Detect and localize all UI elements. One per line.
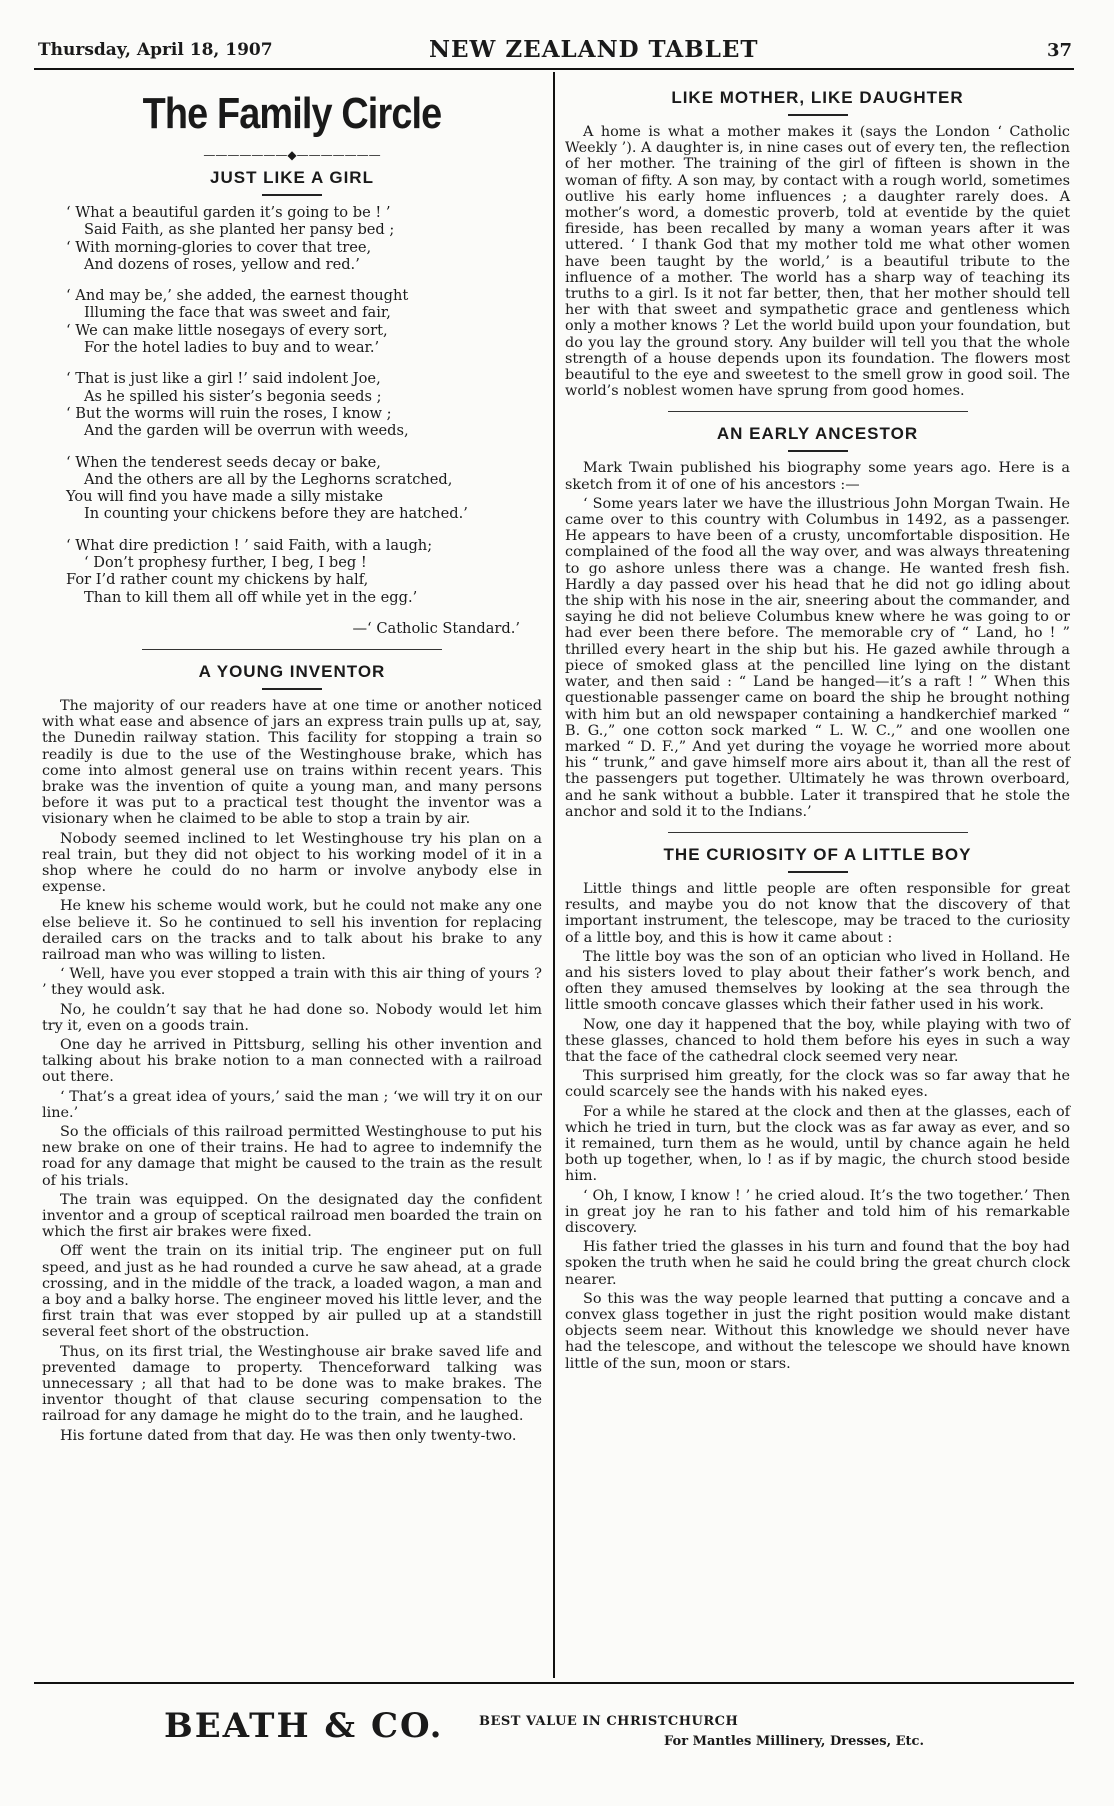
paragraph: So the officials of this railroad permitted Westinghouse to put his new brake on one of their trains. He had to agree to indemnify the road for any damage that might be caused to the train as the result of his trials. (42, 1124, 542, 1189)
poem-line: ‘ When the tenderest seeds decay or bake, (66, 453, 381, 471)
page-header (34, 34, 1074, 70)
poem-line: For the hotel ladies to buy and to wear.’ (84, 339, 380, 357)
ornament-divider: ———————◆——————— (203, 148, 381, 162)
paragraph: This surprised him greatly, for the clock was so far away that he could scarcely see the hands with his naked eyes. (565, 1068, 1070, 1101)
paragraph: Mark Twain published his biography some years ago. Here is a sketch from it of one of his ancestors :— (565, 460, 1070, 493)
poem-line: For I’d rather count my chickens by half, (66, 571, 369, 589)
title-rule (788, 114, 848, 116)
poem-line: You will find you have made a silly mistake (66, 488, 384, 506)
column-divider (553, 72, 555, 1678)
page-number: 37 (1046, 40, 1072, 61)
poem-stanza (66, 204, 542, 273)
section-divider (668, 411, 968, 412)
article-title: THE CURIOSITY OF A LITTLE BOY (663, 844, 972, 864)
poem-line: And the others are all by the Leghorns scratched, (84, 470, 453, 488)
poem-line: ‘ And may be,’ she added, the earnest thought (66, 287, 409, 305)
issue-date: Thursday, April 18, 1907 (38, 40, 273, 60)
poem-attribution: —‘ Catholic Standard.’ (352, 619, 520, 637)
paragraph: His father tried the glasses in his turn and found that the boy had spoken the truth when he said he could bring the great church clock nearer. (565, 1239, 1070, 1288)
paragraph: ‘ Some years later we have the illustrious John Morgan Twain. He came over to this country with Columbus in 1492, as a passenger. He appears to have been of a crusty, uncomfortable disposition. He complained of the food all the way over, and was always threatening to go ashore unless there was a change. He wanted fresh fish. Hardly a day passed over his head that he did not go idling about the ship with his nose in the air, sneering about the commander, and saying he did not believe Columbus knew where he was going to or had ever been there before. The memorable cry of “ Land, ho ! ” thrilled every heart in the ship but his. He gazed awhile through a piece of smoked glass at the pencilled line lying on the distant water, and then said : “ Land be hanged—it’s a raft ! ” When this questionable passenger came on board the ship he brought nothing with him but an old newspaper containing a handkerchief marked “ B. G.,” one cotton sock marked “ L. W. C.,” and one woollen one marked “ D. F.,” And yet during the voyage he worried more about his “ trunk,” and gave himself more airs about it, than all the rest of the passengers put together. Ultimately he was thrown overboard, and he sank without a bubble. Later it transpired that he stole the anchor and sold it to the Indians.’ (565, 495, 1070, 820)
section-masthead: The Family Circle (142, 89, 442, 138)
poem-line: Illuming the face that was sweet and fair, (84, 304, 391, 322)
paragraph: ‘ Oh, I know, I know ! ’ he cried aloud. It’s the two together.’ Then in great joy he ran to his father and told him of his remarkable discovery. (565, 1187, 1070, 1236)
paragraph: ‘ That’s a great idea of yours,’ said the man ; ‘we will try it on our line.’ (42, 1088, 542, 1121)
title-rule (788, 871, 848, 873)
title-rule (262, 688, 322, 690)
article-title: A YOUNG INVENTOR (198, 661, 386, 681)
publication-title: NEW ZEALAND TABLET (429, 36, 759, 63)
right-column (565, 82, 1070, 1372)
title-rule (262, 194, 322, 196)
poem-line: ‘ But the worms will ruin the roses, I know ; (66, 404, 392, 422)
paragraph: The little boy was the son of an optician who lived in Holland. He and his sisters loved to play about their father’s work bench, and often they amused themselves by looking at the sea through the little smooth concave glasses which their father used in his work. (565, 948, 1070, 1014)
poem-stanza (66, 287, 542, 356)
article-body-inventor (42, 698, 542, 1444)
poem-body (66, 204, 542, 606)
poem-line: Said Faith, as she planted her pansy bed ; (84, 221, 395, 239)
advertisement-footer (34, 1690, 1074, 1790)
poem-line: And dozens of roses, yellow and red.’ (84, 255, 360, 273)
paragraph: The majority of our readers have at one time or another noticed with what ease and absence of jars an express train pulls up at, say, the Dunedin railway station. This facility for stopping a train so readily is due to the use of the Westinghouse brake, which has come into almost general use on trains within recent years. This brake was the invention of quite a young man, and many persons before it was put to a practical test thought the inventor was a visionary when he claimed to be able to stop a train by air. (42, 697, 542, 828)
paragraph: A home is what a mother makes it (says the London ‘ Catholic Weekly ’). A daughter is, in nine cases out of every ten, the reflection of her mother. The training of the girl of fifteen is shown in the woman of fifty. A son may, by contact with a rough world, sometimes outlive his early home influences ; a daughter rarely does. A mother’s word, a domestic proverb, told at eventide by the quiet fireside, has been recalled by many a woman years after it was uttered. ‘ I thank God that my mother told me what other women have been taught by the world,’ is a beautiful tribute to the influence of a mother. The world has a sharp way of teaching its truths to a girl. Is it not far better, then, that her mother should tell her with that sweet and sympathetic grace and gentleness which only a mother knows ? Let the world build upon your foundation, but do you lay the ground story. Any builder will tell you that the whole strength of a house depends upon its foundation. The flowers most beautiful to the eye and sweetest to the smell grow in good soil. The world’s noblest women have sprung from good homes. (565, 124, 1070, 400)
poem-line: ‘ What dire prediction ! ’ said Faith, with a laugh; (66, 536, 433, 554)
paragraph: One day he arrived in Pittsburg, selling his other invention and talking about his brake notion to a man connected with a railroad out there. (42, 1037, 542, 1086)
paragraph: ‘ Well, have you ever stopped a train with this air thing of yours ? ’ they would ask. (42, 966, 542, 999)
poem-line: Than to kill them all off while yet in the egg.’ (84, 588, 418, 606)
poem-line: ‘ That is just like a girl !’ said indolent Joe, (66, 370, 381, 388)
poem-line: ‘ Don’t prophesy further, I beg, I beg ! (84, 554, 367, 572)
poem-stanza (66, 370, 542, 439)
poem-line: As he spilled his sister’s begonia seeds ; (84, 387, 382, 405)
paragraph: No, he couldn’t say that he had done so. Nobody would let him try it, even on a goods train. (42, 1001, 542, 1034)
paragraph: Nobody seemed inclined to let Westinghouse try his plan on a real train, but they did not object to his working model of it in a shop where he could do no harm or involve anybody else in expense. (42, 830, 542, 896)
poem-title: JUST LIKE A GIRL (210, 168, 374, 187)
section-divider (668, 832, 968, 833)
paragraph: Thus, on its first trial, the Westinghouse air brake saved life and prevented damage to property. Thenceforward talking was unnecessary ; all that had to be done was to make brakes. The inventor thought of that clause securing compensation to the railroad for any damage he might do to the train, and he laughed. (42, 1343, 542, 1425)
article-body-mother (565, 124, 1070, 399)
poem-line: In counting your chickens before they are hatched.’ (84, 505, 468, 523)
poem-line: ‘ We can make little nosegays of every sort, (66, 321, 388, 339)
section-divider (142, 649, 442, 650)
paragraph: His fortune dated from that day. He was then only twenty-two. (60, 1427, 517, 1444)
paragraph: The train was equipped. On the designated day the confident inventor and a group of sceptical railroad men boarded the train on which the first air brakes were fixed. (42, 1191, 542, 1241)
poem-stanza (66, 454, 542, 523)
advertiser-tagline: BEST VALUE IN CHRISTCHURCH (479, 1714, 739, 1729)
paragraph: Now, one day it happened that the boy, while playing with two of these glasses, chanced to hold them before his eyes in such a way that the face of the cathedral clock seemed very near. (565, 1016, 1070, 1065)
footer-rule (34, 1682, 1074, 1684)
article-title: LIKE MOTHER, LIKE DAUGHTER (671, 88, 964, 107)
poem-line: ‘ What a beautiful garden it’s going to be ! ’ (66, 204, 391, 221)
article-body-ancestor (565, 460, 1070, 819)
left-column (42, 82, 542, 1444)
advertiser-name: BEATH & CO. (164, 1706, 444, 1746)
poem-line: And the garden will be overrun with weeds, (84, 422, 409, 440)
paragraph: Off went the train on its initial trip. The engineer put on full speed, and just as he had rounded a curve he saw ahead, at a grade crossing, and in the middle of the track, a loaded wagon, a man and a boy and a balky horse. The engineer moved his little lever, and the first train that was ever stopped by air pulled up at a standstill several feet short of the obstruction. (42, 1243, 542, 1341)
title-rule (788, 450, 848, 452)
paragraph: For a while he stared at the clock and then at the glasses, each of which he tried in turn, but the clock was as far away as ever, and so it remained, turn them as he would, until by chance again he held both up together, when, lo ! as if by magic, the church stood beside him. (565, 1103, 1070, 1185)
paragraph: So this was the way people learned that putting a concave and a convex glass together in just the right position would make distant objects seem near. Without this knowledge we should never have had the telescope, and without the telescope we should have known little of the sun, moon or stars. (565, 1290, 1070, 1372)
poem-stanza (66, 537, 542, 606)
paragraph: He knew his scheme would work, but he could not make any one else believe it. So he continued to sell his invention for replacing derailed cars on the tracks and to talk about his brake to any railroad man who was willing to listen. (42, 898, 542, 963)
article-title: AN EARLY ANCESTOR (716, 424, 919, 444)
paragraph: Little things and little people are often responsible for great results, and maybe you do not know that the discovery of that important instrument, the telescope, may be traced to the curiosity of a little boy, and this is how it came about : (565, 880, 1070, 946)
advertiser-subline: For Mantles Millinery, Dresses, Etc. (664, 1734, 924, 1749)
poem-line: ‘ With morning-glories to cover that tree, (66, 238, 372, 256)
article-body-curiosity (565, 881, 1070, 1372)
